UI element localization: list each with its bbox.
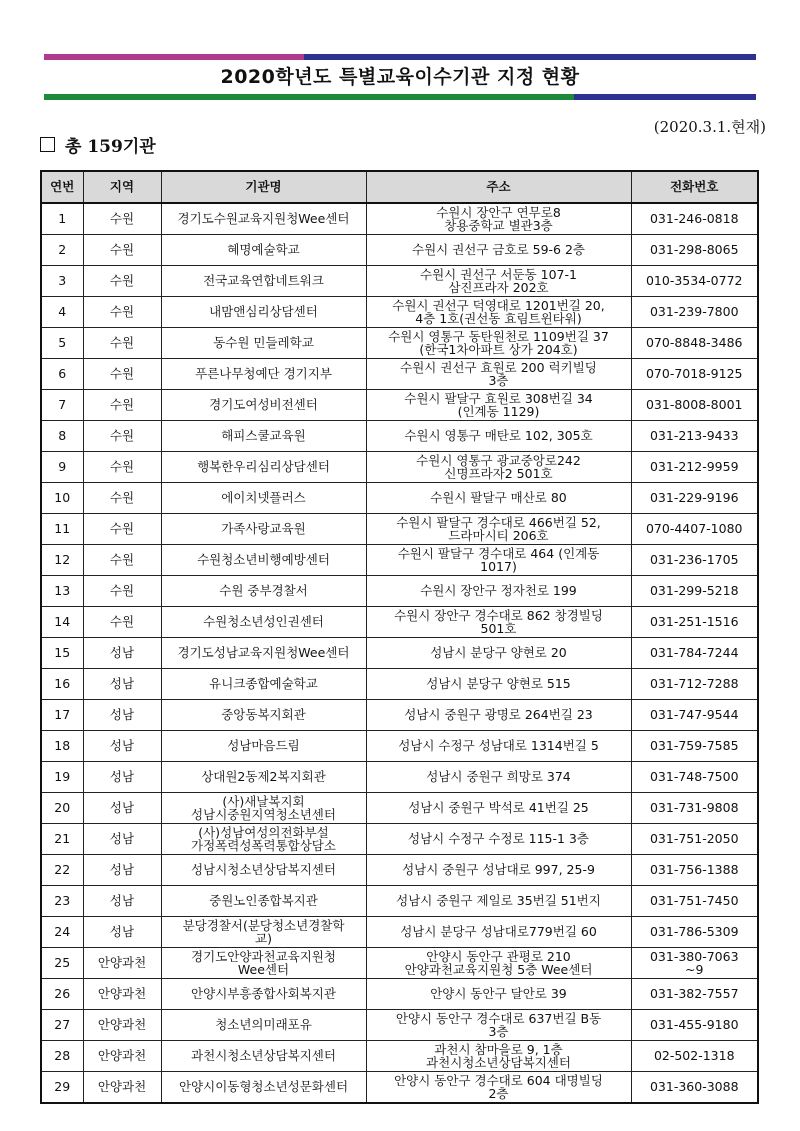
table-row (41, 514, 758, 545)
row-address: 성남시 분당구 양현로 515 (366, 669, 631, 700)
row-name: 에이치넷플러스 (161, 483, 366, 514)
table-row (41, 948, 758, 979)
row-region: 성남 (83, 855, 161, 886)
header-address: 주소 (366, 171, 631, 203)
row-phone: 031-712-7288 (631, 669, 758, 700)
row-region: 수원 (83, 266, 161, 297)
row-phone: 031-299-5218 (631, 576, 758, 607)
row-region: 성남 (83, 669, 161, 700)
row-no: 4 (41, 297, 83, 328)
total-count-heading (40, 132, 156, 157)
header-no: 연번 (41, 171, 83, 203)
row-no: 14 (41, 607, 83, 638)
row-name: 유니크종합예술학교 (161, 669, 366, 700)
row-name: 청소년의미래포유 (161, 1010, 366, 1041)
row-region: 수원 (83, 514, 161, 545)
row-no: 27 (41, 1010, 83, 1041)
table-row (41, 203, 758, 235)
table-row (41, 638, 758, 669)
row-address: 안양시 동안구 경수대로 604 대명빌딩 2층 (366, 1072, 631, 1104)
row-name: 수원 중부경찰서 (161, 576, 366, 607)
row-region: 안양과천 (83, 979, 161, 1010)
row-no: 22 (41, 855, 83, 886)
row-no: 3 (41, 266, 83, 297)
row-name: 내맘앤심리상담센터 (161, 297, 366, 328)
row-phone: 031-212-9959 (631, 452, 758, 483)
row-region: 안양과천 (83, 1072, 161, 1104)
row-address: 수원시 영통구 광교중앙로242 신명프라자2 501호 (366, 452, 631, 483)
row-phone: 031-751-2050 (631, 824, 758, 855)
table-header-row (41, 171, 758, 203)
row-phone: 031-747-9544 (631, 700, 758, 731)
row-address: 안양시 동안구 경수대로 637번길 B동 3층 (366, 1010, 631, 1041)
row-address: 성남시 중원구 성남대로 997, 25-9 (366, 855, 631, 886)
row-region: 수원 (83, 483, 161, 514)
row-no: 21 (41, 824, 83, 855)
header-phone: 전화번호 (631, 171, 758, 203)
table-row (41, 1041, 758, 1072)
row-region: 수원 (83, 203, 161, 235)
row-phone: 031-748-7500 (631, 762, 758, 793)
row-name: 상대원2동제2복지회관 (161, 762, 366, 793)
row-address: 수원시 팔달구 경수대로 466번길 52, 드라마시티 206호 (366, 514, 631, 545)
row-address: 성남시 중원구 광명로 264번길 23 (366, 700, 631, 731)
table-row (41, 452, 758, 483)
row-region: 성남 (83, 886, 161, 917)
row-address: 수원시 권선구 금호로 59-6 2층 (366, 235, 631, 266)
row-region: 수원 (83, 576, 161, 607)
table-row (41, 700, 758, 731)
title-top-rule (44, 54, 756, 60)
row-name: (사)새날복지회 성남시중원지역청소년센터 (161, 793, 366, 824)
row-no: 10 (41, 483, 83, 514)
row-no: 28 (41, 1041, 83, 1072)
row-address: 성남시 수정구 성남대로 1314번길 5 (366, 731, 631, 762)
row-name: 경기도여성비전센터 (161, 390, 366, 421)
institution-table (40, 170, 759, 1104)
row-region: 수원 (83, 607, 161, 638)
table-row (41, 793, 758, 824)
table-row (41, 855, 758, 886)
row-phone: 031-784-7244 (631, 638, 758, 669)
row-name: 수원청소년성인권센터 (161, 607, 366, 638)
table-row (41, 1010, 758, 1041)
row-no: 8 (41, 421, 83, 452)
row-region: 성남 (83, 762, 161, 793)
row-phone: 031-229-9196 (631, 483, 758, 514)
table-row (41, 545, 758, 576)
table-row (41, 979, 758, 1010)
row-address: 성남시 분당구 성남대로779번길 60 (366, 917, 631, 948)
row-name: 전국교육연합네트워크 (161, 266, 366, 297)
row-region: 수원 (83, 390, 161, 421)
row-address: 수원시 장안구 경수대로 862 창경빌딩 501호 (366, 607, 631, 638)
row-phone: 031-239-7800 (631, 297, 758, 328)
row-name: 경기도성남교육지원청Wee센터 (161, 638, 366, 669)
row-name: (사)성남여성의전화부설 가정폭력성폭력통합상담소 (161, 824, 366, 855)
row-address: 수원시 장안구 정자천로 199 (366, 576, 631, 607)
row-address: 안양시 동안구 달안로 39 (366, 979, 631, 1010)
row-no: 15 (41, 638, 83, 669)
table-row (41, 390, 758, 421)
row-region: 안양과천 (83, 1041, 161, 1072)
row-name: 경기도안양과천교육지원청 Wee센터 (161, 948, 366, 979)
checkbox-icon (40, 137, 55, 152)
table-row (41, 483, 758, 514)
row-phone: 031-213-9433 (631, 421, 758, 452)
row-region: 수원 (83, 297, 161, 328)
row-phone: 031-8008-8001 (631, 390, 758, 421)
row-phone: 031-382-7557 (631, 979, 758, 1010)
row-region: 성남 (83, 917, 161, 948)
row-no: 26 (41, 979, 83, 1010)
row-address: 수원시 팔달구 매산로 80 (366, 483, 631, 514)
row-name: 혜명예술학교 (161, 235, 366, 266)
row-no: 25 (41, 948, 83, 979)
row-no: 12 (41, 545, 83, 576)
row-address: 성남시 분당구 양현로 20 (366, 638, 631, 669)
row-address: 수원시 팔달구 효원로 308번길 34 (인계동 1129) (366, 390, 631, 421)
table-row (41, 235, 758, 266)
table-row (41, 669, 758, 700)
row-phone: 031-298-8065 (631, 235, 758, 266)
row-no: 1 (41, 203, 83, 235)
row-phone: 031-731-9808 (631, 793, 758, 824)
row-no: 11 (41, 514, 83, 545)
row-region: 수원 (83, 421, 161, 452)
row-phone: 031-380-7063 ~9 (631, 948, 758, 979)
row-phone: 031-786-5309 (631, 917, 758, 948)
row-phone: 031-759-7585 (631, 731, 758, 762)
header-region: 지역 (83, 171, 161, 203)
row-address: 성남시 중원구 제일로 35번길 51번지 (366, 886, 631, 917)
row-name: 중앙동복지회관 (161, 700, 366, 731)
row-region: 수원 (83, 452, 161, 483)
row-name: 성남시청소년상담복지센터 (161, 855, 366, 886)
row-phone: 031-751-7450 (631, 886, 758, 917)
row-address: 수원시 권선구 서둔동 107-1 삼진프라자 202호 (366, 266, 631, 297)
row-address: 수원시 장안구 연무로8 창용중학교 별관3층 (366, 203, 631, 235)
row-address: 성남시 중원구 희망로 374 (366, 762, 631, 793)
title-bottom-rule (44, 94, 756, 100)
table-row (41, 886, 758, 917)
row-phone: 031-360-3088 (631, 1072, 758, 1104)
row-region: 안양과천 (83, 1010, 161, 1041)
row-name: 안양시부흥종합사회복지관 (161, 979, 366, 1010)
row-no: 6 (41, 359, 83, 390)
row-no: 19 (41, 762, 83, 793)
row-region: 성남 (83, 638, 161, 669)
row-phone: 031-756-1388 (631, 855, 758, 886)
row-no: 24 (41, 917, 83, 948)
row-phone: 010-3534-0772 (631, 266, 758, 297)
row-name: 경기도수원교육지원청Wee센터 (161, 203, 366, 235)
row-region: 수원 (83, 545, 161, 576)
total-count-label: 총 159기관 (65, 137, 156, 157)
row-no: 9 (41, 452, 83, 483)
row-name: 성남마음드림 (161, 731, 366, 762)
row-name: 분당경찰서(분당청소년경찰학 교) (161, 917, 366, 948)
row-phone: 070-8848-3486 (631, 328, 758, 359)
table-row (41, 576, 758, 607)
row-no: 16 (41, 669, 83, 700)
row-phone: 031-236-1705 (631, 545, 758, 576)
row-name: 가족사랑교육원 (161, 514, 366, 545)
row-address: 안양시 동안구 관평로 210 안양과천교육지원청 5층 Wee센터 (366, 948, 631, 979)
row-address: 수원시 영통구 동탄원천로 1109번길 37 (한국1차아파트 상가 204호) (366, 328, 631, 359)
row-no: 20 (41, 793, 83, 824)
row-name: 과천시청소년상담복지센터 (161, 1041, 366, 1072)
table-row (41, 824, 758, 855)
table-row (41, 1072, 758, 1104)
row-phone: 031-455-9180 (631, 1010, 758, 1041)
table-row (41, 328, 758, 359)
row-region: 성남 (83, 824, 161, 855)
row-name: 푸른나무청예단 경기지부 (161, 359, 366, 390)
row-name: 안양시이동형청소년성문화센터 (161, 1072, 366, 1104)
table-row (41, 607, 758, 638)
row-address: 수원시 팔달구 경수대로 464 (인계동 1017) (366, 545, 631, 576)
row-phone: 070-4407-1080 (631, 514, 758, 545)
row-no: 2 (41, 235, 83, 266)
as-of-date: (2020.3.1.현재) (653, 118, 766, 136)
page-title: 2020학년도 특별교육이수기관 지정 현황 (220, 66, 580, 88)
table-row (41, 421, 758, 452)
header-name: 기관명 (161, 171, 366, 203)
row-name: 해피스쿨교육원 (161, 421, 366, 452)
row-no: 5 (41, 328, 83, 359)
table-row (41, 762, 758, 793)
row-address: 과천시 참마을로 9, 1층 과천시청소년상담복지센터 (366, 1041, 631, 1072)
row-name: 동수원 민들레학교 (161, 328, 366, 359)
row-region: 수원 (83, 235, 161, 266)
row-address: 수원시 권선구 덕영대로 1201번길 20, 4층 1호(권선동 효림트윈타워) (366, 297, 631, 328)
row-region: 수원 (83, 328, 161, 359)
row-region: 안양과천 (83, 948, 161, 979)
row-no: 18 (41, 731, 83, 762)
table-row (41, 297, 758, 328)
row-no: 17 (41, 700, 83, 731)
row-address: 수원시 영통구 매탄로 102, 305호 (366, 421, 631, 452)
row-phone: 031-246-0818 (631, 203, 758, 235)
row-region: 성남 (83, 700, 161, 731)
row-region: 성남 (83, 731, 161, 762)
row-name: 수원청소년비행예방센터 (161, 545, 366, 576)
row-phone: 070-7018-9125 (631, 359, 758, 390)
row-phone: 02-502-1318 (631, 1041, 758, 1072)
row-address: 성남시 중원구 박석로 41번길 25 (366, 793, 631, 824)
row-no: 23 (41, 886, 83, 917)
row-no: 29 (41, 1072, 83, 1104)
table-row (41, 266, 758, 297)
row-region: 성남 (83, 793, 161, 824)
row-no: 7 (41, 390, 83, 421)
table-row (41, 359, 758, 390)
row-address: 성남시 수정구 수정로 115-1 3층 (366, 824, 631, 855)
table-row (41, 731, 758, 762)
row-address: 수원시 권선구 효원로 200 럭키빌딩 3층 (366, 359, 631, 390)
table-row (41, 917, 758, 948)
row-no: 13 (41, 576, 83, 607)
row-phone: 031-251-1516 (631, 607, 758, 638)
row-name: 중원노인종합복지관 (161, 886, 366, 917)
row-region: 수원 (83, 359, 161, 390)
row-name: 행복한우리심리상담센터 (161, 452, 366, 483)
